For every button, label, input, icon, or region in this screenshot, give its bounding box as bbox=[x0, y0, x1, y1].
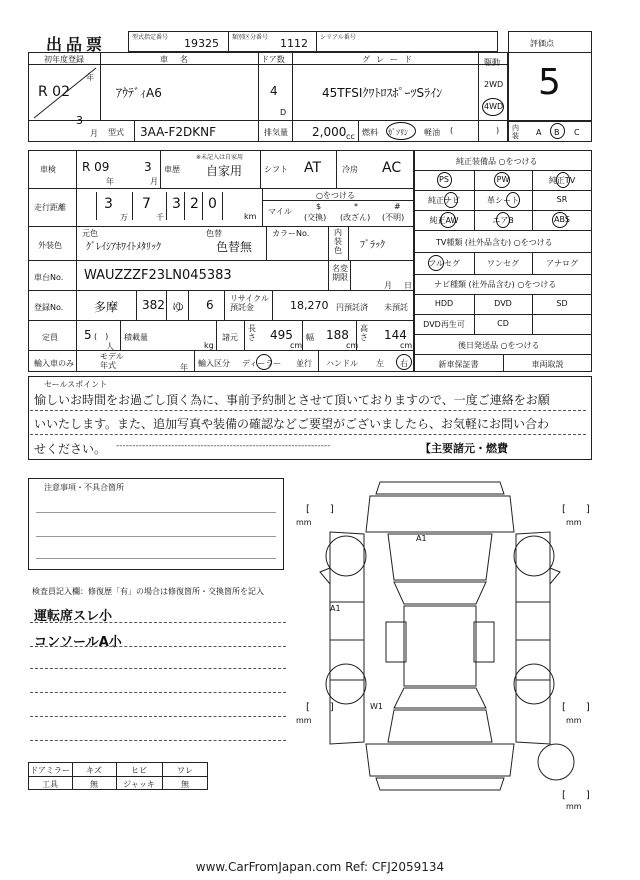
mileage-digit-1: 3 bbox=[104, 196, 113, 212]
tv-type-title: TV種類 (社外品含む) ○をつける bbox=[436, 238, 553, 247]
history-value: 自家用 bbox=[206, 164, 243, 178]
inspection-era: R 09 bbox=[82, 160, 110, 174]
interior-grade-box bbox=[508, 121, 592, 142]
handle-left: 左 bbox=[376, 359, 384, 368]
tire-fr-mm: mm bbox=[566, 518, 582, 527]
serial-label: シリアル番号 bbox=[320, 34, 356, 41]
navi-cd: CD bbox=[497, 319, 509, 328]
drive-2wd: 2WD bbox=[484, 80, 504, 89]
mileage-dollar: $ bbox=[316, 202, 322, 211]
first-reg-slash bbox=[30, 66, 100, 120]
mileage-circle-note: ○をつける bbox=[316, 191, 355, 200]
tv-analog: アナログ bbox=[546, 259, 578, 268]
import-type-label: 輸入区分 bbox=[198, 359, 230, 368]
tv-oneseg: ワンセグ bbox=[487, 259, 519, 268]
sales-point-line1: 愉しいお時間をお過ごし頂く為に、事前予約制とさせて頂いておりますので、一度ご連絡をお願 bbox=[34, 393, 550, 407]
grade-value: 45TFSIｸﾜﾄﾛｽﾎﾟｰﾂSﾗｲﾝ bbox=[322, 86, 443, 100]
mileage-star: * bbox=[354, 202, 358, 211]
mileage-man: 万 bbox=[120, 213, 128, 222]
model-value: 3AA-F2DKNF bbox=[140, 125, 216, 139]
model-year-label: モデル年式 bbox=[100, 352, 124, 370]
navi-type-title: ナビ種類 (社外品含む) ○をつける bbox=[434, 280, 557, 289]
drive-4wd: 4WD bbox=[484, 102, 504, 111]
interior-color-label: 内装色 bbox=[334, 228, 342, 255]
repaint-label: 色替 bbox=[206, 229, 222, 238]
score-label: 評価点 bbox=[530, 39, 554, 48]
length-value: 495 bbox=[270, 328, 293, 342]
spare-mm: mm bbox=[566, 802, 582, 811]
shift-label: シフト bbox=[264, 165, 288, 174]
light-oil-open: ( bbox=[450, 126, 454, 135]
first-reg-label: 初年度登録 bbox=[44, 55, 84, 64]
color-no-label: カラーNo. bbox=[272, 229, 310, 238]
equip-genuine-tv: 純正TV bbox=[548, 176, 576, 185]
car-name-label: 車名 bbox=[160, 55, 200, 64]
tools-header-scratch: キズ bbox=[86, 766, 102, 775]
recycle-label: リサイクル預託金 bbox=[230, 294, 269, 312]
drive-label: 駆動 bbox=[484, 58, 500, 67]
capacity-value: 5 bbox=[84, 328, 92, 342]
interior-grade-a: A bbox=[536, 128, 542, 137]
shift-value: AT bbox=[304, 160, 322, 176]
height-unit: cm bbox=[400, 341, 413, 350]
equip-genuine-aw-circle bbox=[440, 212, 456, 228]
interior-grade-label: 内装 bbox=[512, 124, 519, 140]
mileage-digit-2: 7 bbox=[142, 196, 151, 212]
navi-dvd: DVD bbox=[494, 299, 512, 308]
recycle-value: 18,270 bbox=[290, 299, 329, 312]
interior-grade-b: B bbox=[554, 128, 560, 137]
displacement-unit: cc bbox=[346, 132, 355, 141]
capacity-unit: 人 bbox=[106, 342, 114, 351]
tools-row-tool: 工具 bbox=[42, 780, 58, 789]
interior-color-value: ﾌﾞﾗｯｸ bbox=[360, 240, 385, 251]
equip-genuine-tv-circle bbox=[556, 172, 570, 188]
first-reg-year-unit: 年 bbox=[86, 73, 94, 82]
equip-genuine-aw: 純正AW bbox=[429, 216, 459, 225]
chassis-label: 車台No. bbox=[34, 273, 64, 282]
light-oil-label: 軽油 bbox=[424, 128, 440, 137]
light-oil-close: ) bbox=[496, 126, 500, 135]
sales-point-dashes: ------------------------------------------------------------------ bbox=[116, 441, 331, 451]
capacity-paren: ( ) bbox=[94, 332, 109, 341]
tools-header-mirror: ドアミラー bbox=[30, 766, 70, 775]
capacity-label: 定員 bbox=[42, 333, 58, 342]
genuine-equipment-title: 純正装備品 ○をつける bbox=[456, 157, 538, 166]
dims-label: 諸元 bbox=[222, 333, 238, 342]
car-name-value: ｱｳﾃﾞｨA6 bbox=[116, 86, 162, 100]
width-value: 188 bbox=[326, 328, 349, 342]
equip-airbag: エアB bbox=[492, 216, 514, 225]
later-shipment-title: 後日発送品 ○をつける bbox=[458, 341, 540, 350]
score-value: 5 bbox=[538, 62, 561, 103]
category-label: 類別区分番号 bbox=[232, 34, 269, 41]
registration-area: 多摩 bbox=[94, 300, 119, 314]
type-cert-value: 19325 bbox=[184, 37, 219, 50]
fuel-label: 燃料 bbox=[362, 128, 378, 137]
sales-point-tail: 【主要諸元・燃費 bbox=[420, 442, 508, 455]
tire-fr-bracket: [ ] bbox=[562, 504, 590, 515]
tire-fl-bracket: [ ] bbox=[306, 504, 334, 515]
model-label: 型式 bbox=[108, 128, 124, 137]
tools-row-jack-value: 無 bbox=[181, 780, 189, 789]
first-reg-month: 3 bbox=[76, 114, 83, 127]
caution-label: 注意事項・不具合箇所 bbox=[44, 483, 124, 492]
grade-label: グレード bbox=[362, 55, 418, 64]
tools-header-break: ワレ bbox=[177, 766, 193, 775]
registration-label: 登録No. bbox=[34, 303, 64, 312]
name-change-day: 日 bbox=[404, 281, 412, 290]
handle-right-circle bbox=[396, 354, 412, 370]
first-reg-era-year: R 02 bbox=[38, 84, 70, 100]
damage-mark-w1: W1 bbox=[370, 702, 383, 711]
sales-point-line2: いいたします。また、追加写真や装備の確認などご要望がございましたら、お気軽にお問い合わ bbox=[34, 417, 550, 431]
navi-dvd-play: DVD再生可 bbox=[423, 320, 465, 329]
displacement-label: 排気量 bbox=[264, 128, 288, 137]
equip-genuine-navi-circle bbox=[444, 192, 458, 208]
height-value: 144 bbox=[384, 328, 407, 342]
tire-rr-mm: mm bbox=[566, 716, 582, 725]
load-label: 積載量 bbox=[124, 333, 148, 342]
mileage-sen: 千 bbox=[156, 213, 164, 222]
equip-leather-circle bbox=[506, 192, 520, 208]
chassis-value: WAUZZZF23LN045383 bbox=[84, 268, 232, 283]
import-label: 輸入車のみ bbox=[34, 359, 74, 368]
later-warranty: 新車保証書 bbox=[438, 360, 479, 369]
history-label: 車歴 bbox=[164, 165, 180, 174]
ac-value: AC bbox=[382, 160, 402, 176]
mileage-exchange: (交換) bbox=[304, 213, 327, 222]
drive-4wd-circle bbox=[482, 98, 504, 116]
load-unit: kg bbox=[204, 341, 214, 350]
equip-leather: 革シート bbox=[487, 196, 519, 205]
equip-abs: ABS bbox=[554, 215, 570, 224]
registration-number: 6 bbox=[206, 298, 214, 312]
mileage-altered: (改ざん) bbox=[340, 213, 371, 222]
door-count-label: ドア数 bbox=[261, 55, 285, 64]
door-suffix: D bbox=[280, 108, 287, 117]
sales-point-line3: せください。 bbox=[34, 442, 107, 456]
navi-hdd: HDD bbox=[434, 299, 454, 308]
inspection-month-unit: 月 bbox=[150, 177, 158, 186]
fuel-value: ｶﾞｿﾘﾝ bbox=[388, 128, 408, 137]
damage-mark-a1-side: A1 bbox=[330, 604, 341, 613]
tools-header-crack: ヒビ bbox=[131, 766, 147, 775]
import-parallel: 並行 bbox=[296, 359, 312, 368]
width-label: 幅 bbox=[306, 333, 314, 342]
equip-pw-circle bbox=[494, 172, 510, 188]
tire-fl-mm: mm bbox=[296, 518, 312, 527]
form-title: 出品票 bbox=[46, 35, 107, 54]
history-note: ※未記入は自家用 bbox=[196, 154, 244, 161]
displacement-value: 2,000 bbox=[312, 125, 347, 139]
mileage-digit-5: 0 bbox=[208, 196, 217, 212]
registration-class: 382 bbox=[142, 298, 165, 312]
registration-kana: ゆ bbox=[172, 300, 185, 314]
inspector-note-1: 運転席スレ小 bbox=[34, 609, 113, 624]
tools-row-jack: ジャッキ bbox=[123, 780, 155, 789]
mileage-digit-3: 3 bbox=[172, 196, 181, 212]
mileage-label: 走行距離 bbox=[34, 203, 66, 212]
category-value: 1112 bbox=[280, 37, 308, 50]
inspector-note-2: コンソールA小 bbox=[34, 635, 122, 650]
orig-color-value: ｸﾞﾚｲｼｱﾎﾜｲﾄﾒﾀﾘｯｸ bbox=[86, 242, 161, 253]
mileage-digit-4: 2 bbox=[190, 196, 199, 212]
length-label: 長さ bbox=[248, 324, 256, 342]
mileage-mile: マイル bbox=[268, 207, 292, 216]
equip-pw: PW bbox=[496, 175, 510, 184]
first-reg-month-unit: 月 bbox=[90, 129, 98, 138]
mileage-hash: # bbox=[394, 202, 401, 211]
exterior-color-label: 外装色 bbox=[38, 241, 62, 250]
navi-sd: SD bbox=[556, 299, 568, 308]
import-dealer-circle bbox=[256, 354, 272, 370]
watermark: www.CarFromJapan.com Ref: CFJ2059134 bbox=[195, 860, 445, 874]
inspection-year-unit: 年 bbox=[106, 177, 114, 186]
inspector-label: 検査員記入欄：修復歴「有」の場合は修復箇所・交換箇所を記入 bbox=[32, 587, 264, 596]
equip-sr: SR bbox=[556, 195, 568, 204]
equip-ps-circle bbox=[437, 172, 452, 188]
tv-fullseg: フルセグ bbox=[428, 259, 460, 268]
damage-mark-a1-top: A1 bbox=[416, 534, 427, 543]
car-diagram bbox=[290, 472, 600, 812]
equip-genuine-navi: 純正ナビ bbox=[428, 196, 460, 205]
width-unit: cm bbox=[346, 341, 359, 350]
tire-rr-bracket: [ ] bbox=[562, 702, 590, 713]
equip-ps: PS bbox=[439, 175, 449, 184]
length-unit: cm bbox=[290, 341, 303, 350]
inspection-label: 車検 bbox=[40, 165, 56, 174]
handle-right: 右 bbox=[400, 359, 408, 368]
type-cert-label: 型式指定番号 bbox=[132, 34, 169, 41]
equip-airbag-circle bbox=[496, 212, 510, 228]
recycle-not-deposit: 未預託 bbox=[384, 303, 408, 312]
ac-label: 冷房 bbox=[342, 165, 358, 174]
tire-rl-bracket: [ ] bbox=[306, 702, 334, 713]
recycle-status: 円預託済 bbox=[336, 303, 368, 312]
interior-grade-c: C bbox=[574, 128, 580, 137]
fuel-gasoline-circle bbox=[386, 122, 416, 140]
mileage-km: km bbox=[244, 212, 257, 221]
inspection-month: 3 bbox=[144, 160, 152, 174]
handle-label: ハンドル bbox=[326, 359, 358, 368]
spare-bracket: [ ] bbox=[562, 790, 590, 801]
tire-rl-mm: mm bbox=[296, 716, 312, 725]
later-manual: 車両取説 bbox=[531, 360, 564, 369]
name-change-label: 名変期限 bbox=[332, 264, 348, 282]
tools-row-tool-value: 無 bbox=[90, 780, 98, 789]
door-count-value: 4 bbox=[270, 84, 278, 98]
repaint-value: 色替無 bbox=[216, 240, 253, 254]
name-change-month: 月 bbox=[384, 281, 392, 290]
mileage-unknown: (不明) bbox=[382, 213, 405, 222]
sales-point-label: セールスポイント bbox=[44, 380, 108, 389]
tv-fullseg-circle bbox=[428, 255, 444, 271]
model-year-unit: 年 bbox=[180, 363, 188, 372]
height-label: 高さ bbox=[360, 324, 368, 342]
import-dealer: ディーラー bbox=[242, 359, 282, 368]
orig-color-label: 元色 bbox=[82, 229, 98, 238]
equip-abs-circle bbox=[552, 212, 568, 228]
